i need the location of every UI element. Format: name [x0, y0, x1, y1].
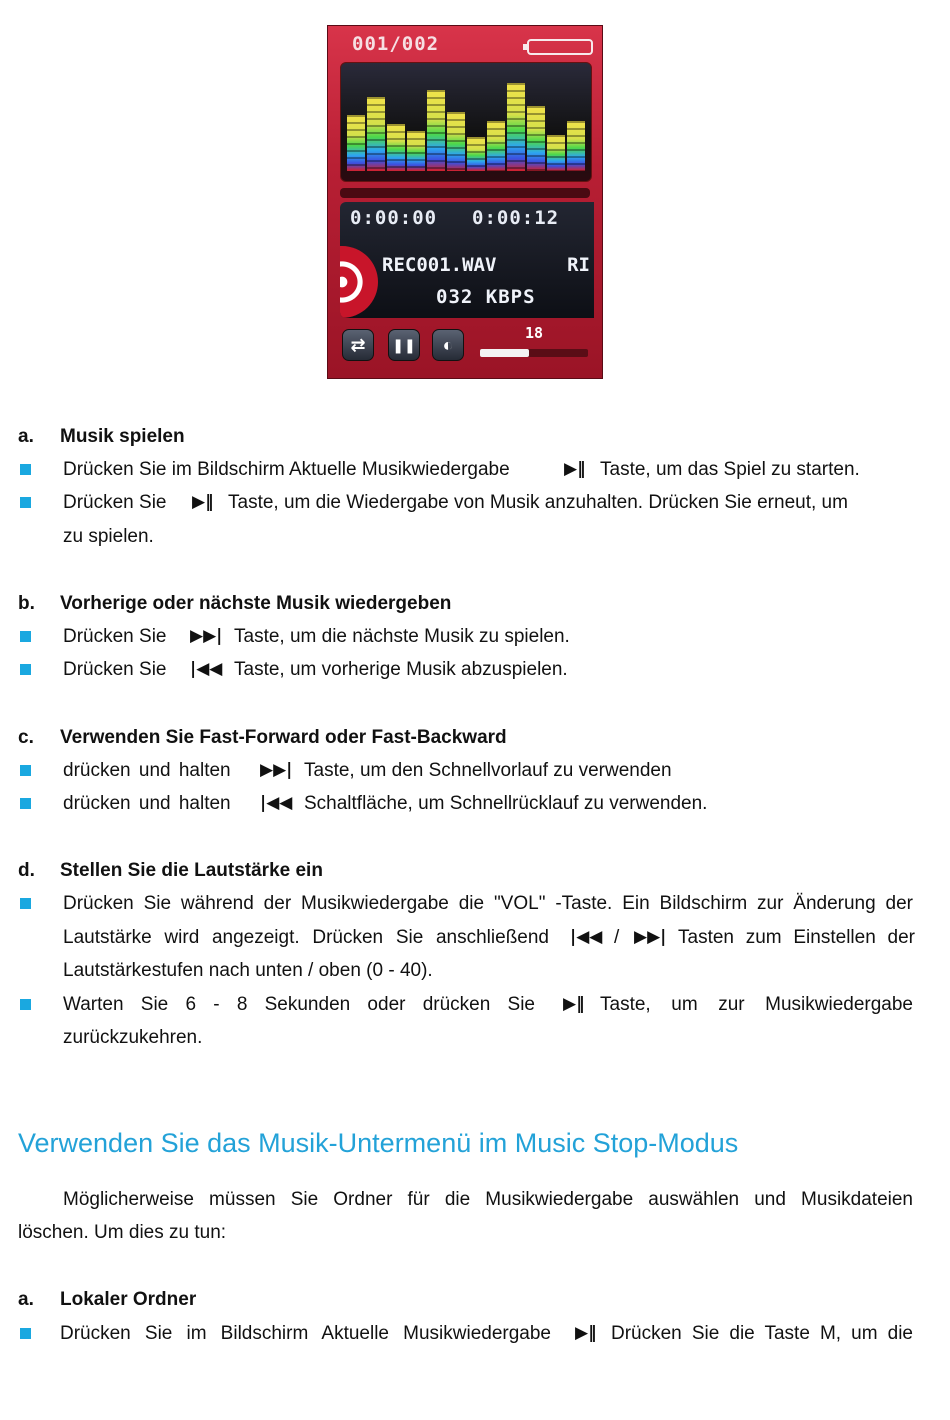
section-d-bullet-1-line-3: Lautstärkestufen nach unten / oben (0 - 40). [63, 960, 433, 981]
equalizer-bar [547, 135, 565, 171]
submenu-intro-line-1: Möglicherweise müssen Sie Ordner für die Musikwiedergabe auswählen und Musikdateien [63, 1189, 913, 1210]
music-player-screenshot [327, 25, 603, 379]
section-a-bullet-1-tail: Taste, um das Spiel zu starten. [600, 459, 860, 480]
bullet-square [20, 798, 31, 809]
speaker-icon: ◐ [432, 329, 464, 361]
section-d-bullet-1-line-2-start: Lautstärke wird angezeigt. Drücken Sie anschließend [63, 927, 549, 948]
section-d-bullet-2-tail: Taste, um zur Musikwiedergabe [600, 994, 913, 1015]
equalizer-bar [567, 121, 585, 171]
section-local-title: Lokaler Ordner [60, 1289, 197, 1310]
play-pause-icon: ▶‖ [563, 994, 585, 1014]
section-b-bullet-2-tail: Taste, um vorherige Musik abzuspielen. [234, 659, 568, 680]
equalizer-bar [527, 106, 545, 171]
section-b-bullet-1-label: Drücken Sie [63, 626, 167, 647]
bullet-square [20, 664, 31, 675]
file-name: REC001.WAV [382, 254, 497, 276]
previous-track-icon: |◀◀ [570, 927, 603, 947]
equalizer-bar [427, 90, 445, 171]
section-d-title: Stellen Sie die Lautstärke ein [60, 860, 323, 881]
play-pause-icon: ▶‖ [564, 459, 586, 479]
bullet-square [20, 1328, 31, 1339]
section-a-title: Musik spielen [60, 426, 185, 447]
tag-label: RI [567, 254, 590, 276]
fast-forward-icon: ▶▶| [260, 760, 293, 780]
equalizer-bar [507, 83, 525, 171]
next-track-icon: ▶▶| [190, 626, 223, 646]
bitrate: 032 KBPS [436, 286, 536, 308]
bullet-square [20, 999, 31, 1010]
divider-strip [340, 188, 590, 198]
time-elapsed: 0:00:00 [350, 207, 438, 229]
bullet-square [20, 898, 31, 909]
next-track-icon: ▶▶| [634, 927, 667, 947]
track-info-panel [340, 202, 594, 318]
equalizer-bar [367, 97, 385, 171]
bullet-square [20, 497, 31, 508]
equalizer-display [340, 62, 592, 182]
section-b-bullet-1-tail: Taste, um die nächste Musik zu spielen. [234, 626, 570, 647]
section-c-title: Verwenden Sie Fast-Forward oder Fast-Backward [60, 727, 507, 748]
section-d-bullet-2-cont: zurückzukehren. [63, 1027, 203, 1048]
equalizer-bar [347, 115, 365, 171]
volume-value: 18 [525, 324, 544, 342]
submenu-intro-line-2: löschen. Um dies zu tun: [18, 1222, 227, 1243]
section-b-bullet-2-label: Drücken Sie [63, 659, 167, 680]
section-c-bullet-2-label: drücken und halten [63, 793, 231, 814]
section-a-marker: a. [18, 426, 34, 447]
section-d-bullet-1-line-2-end: Tasten zum Einstellen der [678, 927, 915, 948]
pause-icon: ❚❚ [388, 329, 420, 361]
battery-icon [527, 39, 593, 55]
section-a-bullet-1 [63, 458, 510, 482]
section-b-title: Vorherige oder nächste Musik wiedergeben [60, 593, 452, 614]
section-c-bullet-2-tail: Schaltfläche, um Schnellrücklauf zu verwenden. [304, 793, 708, 814]
section-c-marker: c. [18, 727, 34, 748]
text: Drücken Sie im Bildschirm Aktuelle Musikwiedergabe [63, 459, 510, 480]
play-pause-icon: ▶‖ [192, 492, 214, 512]
bullet-square [20, 631, 31, 642]
section-local-bullet-1-start: Drücken Sie im Bildschirm Aktuelle Musikwiedergabe [60, 1323, 551, 1344]
section-a-bullet-2-label: Drücken Sie [63, 492, 167, 513]
equalizer-bar [447, 112, 465, 171]
equalizer-bar [387, 124, 405, 171]
track-counter: 001/002 [352, 33, 440, 55]
time-total: 0:00:12 [472, 207, 560, 229]
previous-track-icon: |◀◀ [190, 659, 223, 679]
play-pause-icon: ▶‖ [575, 1323, 597, 1343]
bullet-square [20, 464, 31, 475]
section-d-bullet-2-start: Warten Sie 6 - 8 Sekunden oder drücken Sie [63, 994, 535, 1015]
equalizer-bars [347, 81, 583, 171]
volume-bar-fill [480, 349, 529, 357]
section-a-bullet-2-tail: Taste, um die Wiedergabe von Musik anzuhalten. Drücken Sie erneut, um [228, 492, 848, 513]
bullet-square [20, 765, 31, 776]
section-c-bullet-1-tail: Taste, um den Schnellvorlauf zu verwenden [304, 760, 672, 781]
section-local-marker: a. [18, 1289, 34, 1310]
equalizer-bar [467, 137, 485, 171]
volume-bar [480, 349, 588, 357]
section-d-bullet-1-line-1: Drücken Sie während der Musikwiedergabe die "VOL" -Taste. Ein Bildschirm zur Änderung der [63, 893, 913, 914]
section-c-bullet-1-label: drücken und halten [63, 760, 231, 781]
submenu-section-title: Verwenden Sie das Musik-Untermenü im Music Stop-Modus [18, 1128, 739, 1158]
section-b-marker: b. [18, 593, 35, 614]
repeat-mode-icon: ⇄ [342, 329, 374, 361]
disc-icon [340, 246, 378, 318]
equalizer-bar [407, 131, 425, 171]
slash: / [614, 927, 620, 948]
fast-backward-icon: |◀◀ [260, 793, 293, 813]
section-d-marker: d. [18, 860, 35, 881]
section-local-bullet-1-tail: Drücken Sie die Taste M, um die [611, 1323, 913, 1344]
equalizer-bar [487, 121, 505, 171]
section-a-bullet-2-cont: zu spielen. [63, 526, 154, 547]
